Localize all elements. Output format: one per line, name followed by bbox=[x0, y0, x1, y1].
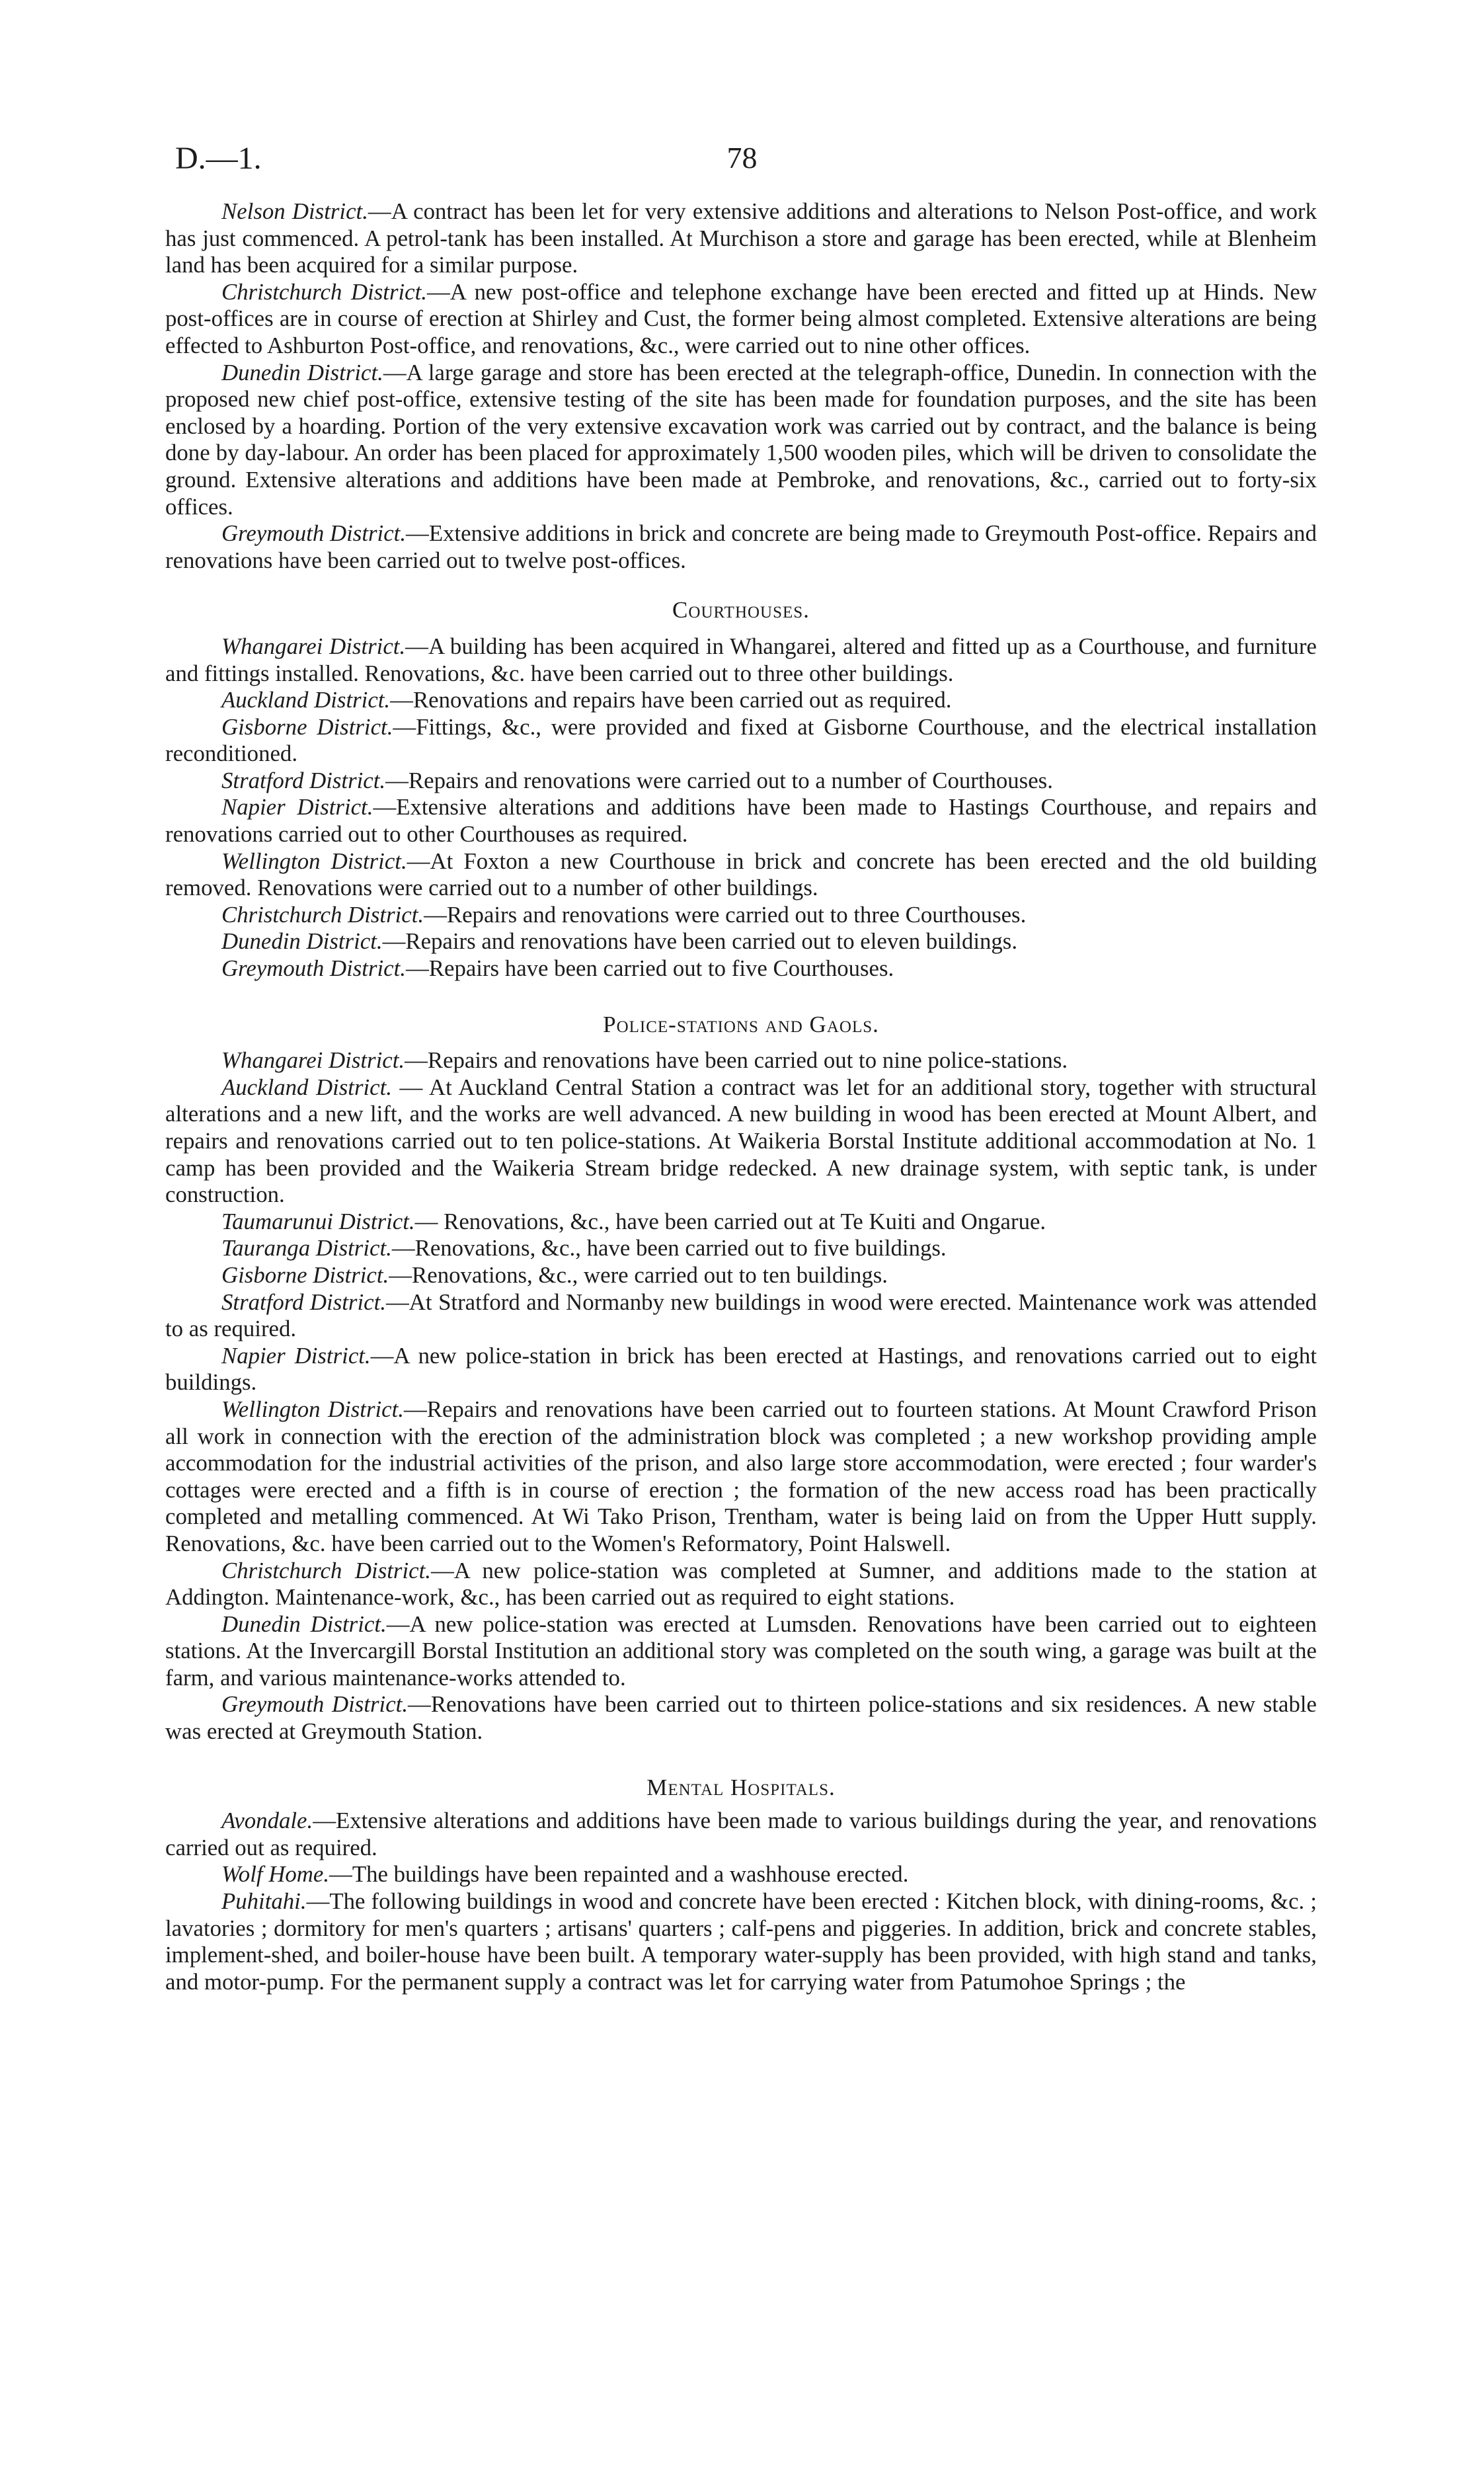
paragraph-text: —Renovations, &c., were carried out to ten buildings. bbox=[389, 1261, 888, 1288]
paragraph-napier-district bbox=[165, 1343, 1317, 1396]
paragraph-text: —A contract has been let for very extensive additions and alterations to Nelson Post-office, and work has just commenced. A petrol-tank has been installed. At Murchison a store and garage has been erected, while at Blenheim land has been acquired for a similar purpose. bbox=[165, 198, 1317, 278]
section-heading-police-stations: Police-stations and Gaols. bbox=[603, 1011, 879, 1037]
institution-label: Wolf Home. bbox=[221, 1861, 330, 1888]
paragraph-text: — Renovations, &c., have been carried out at Te Kuiti and Ongarue. bbox=[414, 1208, 1046, 1234]
paragraph-dunedin-district bbox=[165, 928, 1317, 955]
paragraph-dunedin-district bbox=[165, 1611, 1317, 1692]
paragraph-auckland-district bbox=[165, 1074, 1317, 1209]
paragraph-wellington-district bbox=[165, 1396, 1317, 1558]
paragraph-avondale bbox=[165, 1808, 1317, 1861]
paragraph-tauranga-district bbox=[165, 1235, 1317, 1262]
district-label: Christchurch District. bbox=[221, 1557, 431, 1583]
section-police-stations-and-gaols bbox=[165, 1012, 1317, 1745]
page-body bbox=[165, 198, 1317, 1995]
paragraph-text: —Repairs and renovations have been carried out to eleven buildings. bbox=[382, 928, 1018, 955]
section-mental-hospitals bbox=[165, 1775, 1317, 1996]
paragraph-christchurch-district bbox=[165, 279, 1317, 360]
district-label: Taumarunui District. bbox=[221, 1208, 415, 1234]
paragraph-text: —A new post-office and telephone exchange have been erected and fitted up at Hinds. New post-offices are in course of erection at Shirley and Cust, the former being almost completed. Extensive alterations are being effected to Ashburton Post-office, and renovations, &c., were carried out to nine other offices. bbox=[165, 278, 1317, 358]
paragraph-text: —At Foxton a new Courthouse in brick and concrete has been erected and the old building removed. Renovations were carried out to a number of other buildings. bbox=[165, 848, 1317, 901]
district-label: Whangarei District. bbox=[221, 633, 406, 659]
paragraph-gisborne-district bbox=[165, 1262, 1317, 1289]
paragraph-stratford-district bbox=[165, 768, 1317, 795]
paragraph-text: —A large garage and store has been erected at the telegraph-office, Dunedin. In connection with the proposed new chief post-office, extensive testing of the site has been made for foundation purposes, and the site has been enclosed by a hoarding. Portion of the very extensive excavation work was carried out by contract, and the balance is being done by day-labour. An order has been placed for approximately 1,500 wooden piles, which will be driven to consolidate the ground. Extensive alterations and additions have been made at Pembroke, and renovations, &c., carried out to forty-six offices. bbox=[165, 359, 1317, 520]
paragraph-christchurch-district bbox=[165, 902, 1317, 929]
paragraph-text: —Fittings, &c., were provided and fixed at Gisborne Courthouse, and the electrical installation reconditioned. bbox=[165, 713, 1317, 767]
district-label: Tauranga District. bbox=[221, 1235, 392, 1261]
district-label: Dunedin District. bbox=[221, 359, 383, 385]
paragraph-text: —Repairs and renovations were carried out to three Courthouses. bbox=[424, 901, 1027, 928]
district-label: Nelson District. bbox=[221, 198, 368, 224]
district-label: Greymouth District. bbox=[221, 520, 407, 547]
section-post-offices bbox=[165, 198, 1317, 574]
paragraph-text: —A new police-station was completed at Sumner, and additions made to the station at Addington. Maintenance-work, &c., has been carried out as required to eight stations. bbox=[165, 1557, 1317, 1611]
district-label: Stratford District. bbox=[221, 767, 386, 793]
paragraph-puhitahi bbox=[165, 1888, 1317, 1995]
paragraph-text: —At Stratford and Normanby new buildings in wood were erected. Maintenance work was attended to as required. bbox=[165, 1289, 1317, 1342]
paragraph-stratford-district bbox=[165, 1289, 1317, 1343]
district-label: Auckland District. bbox=[221, 1074, 392, 1100]
paragraph-dunedin-district bbox=[165, 360, 1317, 521]
paragraph-whangarei-district bbox=[165, 633, 1317, 687]
paragraph-text: —A new police-station in brick has been erected at Hastings, and renovations carried out to eight buildings. bbox=[165, 1342, 1317, 1396]
section-courthouses bbox=[165, 597, 1317, 982]
paragraph-text: —Renovations have been carried out to thirteen police-stations and six residences. A new stable was erected at Greymouth Station. bbox=[165, 1691, 1317, 1745]
district-label: Wellington District. bbox=[221, 848, 407, 874]
district-label: Greymouth District. bbox=[221, 1691, 409, 1718]
district-label: Gisborne District. bbox=[221, 713, 393, 740]
document-reference: D.—1. bbox=[175, 141, 262, 176]
district-label: Napier District. bbox=[221, 1342, 371, 1369]
paragraph-greymouth-district bbox=[165, 1691, 1317, 1745]
paragraph-wolf-home bbox=[165, 1861, 1317, 1888]
paragraph-christchurch-district bbox=[165, 1558, 1317, 1611]
paragraph-greymouth-district bbox=[165, 955, 1317, 982]
paragraph-text: —The following buildings in wood and concrete have been erected : Kitchen block, with dining-rooms, &c. ; lavatories ; dormitory for men's quarters ; artisans' quarters ; calf-pens and piggeries. In addition, brick and concrete stables, implement-shed, and boiler-house have been built. A temporary water-supply has been provided, with high stand and tanks, and motor-pump. For the permanent supply a contract was let for carrying water from Patumohoe Springs ; the bbox=[165, 1888, 1317, 1995]
page-number: 78 bbox=[726, 141, 758, 175]
paragraph-whangarei-district bbox=[165, 1047, 1317, 1074]
paragraph-text: —Renovations and repairs have been carried out as required. bbox=[390, 687, 952, 713]
district-label: Dunedin District. bbox=[221, 1611, 387, 1637]
paragraph-text: —Repairs and renovations were carried out to a number of Courthouses. bbox=[385, 767, 1053, 793]
institution-label: Avondale. bbox=[221, 1808, 313, 1834]
paragraph-wellington-district bbox=[165, 848, 1317, 902]
paragraph-napier-district bbox=[165, 794, 1317, 848]
district-label: Christchurch District. bbox=[221, 278, 427, 305]
paragraph-text: —Extensive additions in brick and concrete are being made to Greymouth Post-office. Repairs and renovations have been carried out to twelve post-offices. bbox=[165, 520, 1317, 573]
paragraph-gisborne-district bbox=[165, 714, 1317, 768]
district-label: Auckland District. bbox=[221, 687, 391, 713]
district-label: Wellington District. bbox=[221, 1396, 404, 1422]
paragraph-text: —A new police-station was erected at Lumsden. Renovations have been carried out to eighteen stations. At the Invercargill Borstal Institution an additional story was completed on the south wing, a garage was built at the farm, and various maintenance-works attended to. bbox=[165, 1611, 1317, 1691]
paragraph-text: —Repairs and renovations have been carried out to nine police-stations. bbox=[405, 1047, 1068, 1074]
district-label: Dunedin District. bbox=[221, 928, 383, 955]
paragraph-nelson-district bbox=[165, 198, 1317, 279]
paragraph-auckland-district bbox=[165, 687, 1317, 714]
paragraph-text: —Renovations, &c., have been carried out to five buildings. bbox=[391, 1235, 947, 1261]
paragraph-text: —A building has been acquired in Whangarei, altered and fitted up as a Courthouse, and furniture and fittings installed. Renovations, &c. have been carried out to three other buildings. bbox=[165, 633, 1317, 686]
paragraph-text: — At Auckland Central Station a contract was let for an additional story, together with structural alterations and a new lift, and the works are well advanced. A new building in wood has been erected at Mount Albert, and repairs and renovations carried out to ten police-stations. At Waikeria Borstal Institute additional accommodation at No. 1 camp has been provided and the Waikeria Stream bridge redecked. A new drainage system, with septic tank, is under construction. bbox=[165, 1074, 1317, 1208]
paragraph-text: —Repairs have been carried out to five Courthouses. bbox=[406, 955, 894, 982]
paragraph-taumarunui-district bbox=[165, 1209, 1317, 1236]
page-header bbox=[175, 140, 1309, 193]
district-label: Stratford District. bbox=[221, 1289, 386, 1315]
paragraph-text: —Extensive alterations and additions have been made to Hastings Courthouse, and repairs and renovations carried out to other Courthouses as required. bbox=[165, 794, 1317, 848]
district-label: Christchurch District. bbox=[221, 901, 424, 928]
district-label: Greymouth District. bbox=[221, 955, 406, 982]
paragraph-text: —Repairs and renovations have been carried out to fourteen stations. At Mount Crawford Prison all work in connection with the erection of the administration block was completed ; a new workshop providing ample accommodation for the industrial activities of the prison, and also large store accommodation, were erected ; four warder's cottages were erected and a fifth is in course of erection ; the formation of the new access road has been practically completed and metalling commenced. At Wi Tako Prison, Trentham, water is being laid on from the Upper Hutt supply. Renovations, &c. have been carried out to the Women's Reformatory, Point Halswell. bbox=[165, 1396, 1317, 1556]
paragraph-greymouth-district bbox=[165, 520, 1317, 574]
district-label: Whangarei District. bbox=[221, 1047, 405, 1074]
institution-label: Puhitahi. bbox=[221, 1888, 307, 1915]
district-label: Napier District. bbox=[221, 794, 373, 820]
district-label: Gisborne District. bbox=[221, 1261, 389, 1288]
section-heading-mental-hospitals: Mental Hospitals. bbox=[646, 1774, 836, 1800]
paragraph-text: —The buildings have been repainted and a washhouse erected. bbox=[329, 1861, 909, 1888]
paragraph-text: —Extensive alterations and additions have been made to various buildings during the year, and renovations carried out as required. bbox=[165, 1808, 1317, 1860]
section-heading-courthouses: Courthouses. bbox=[672, 597, 810, 623]
